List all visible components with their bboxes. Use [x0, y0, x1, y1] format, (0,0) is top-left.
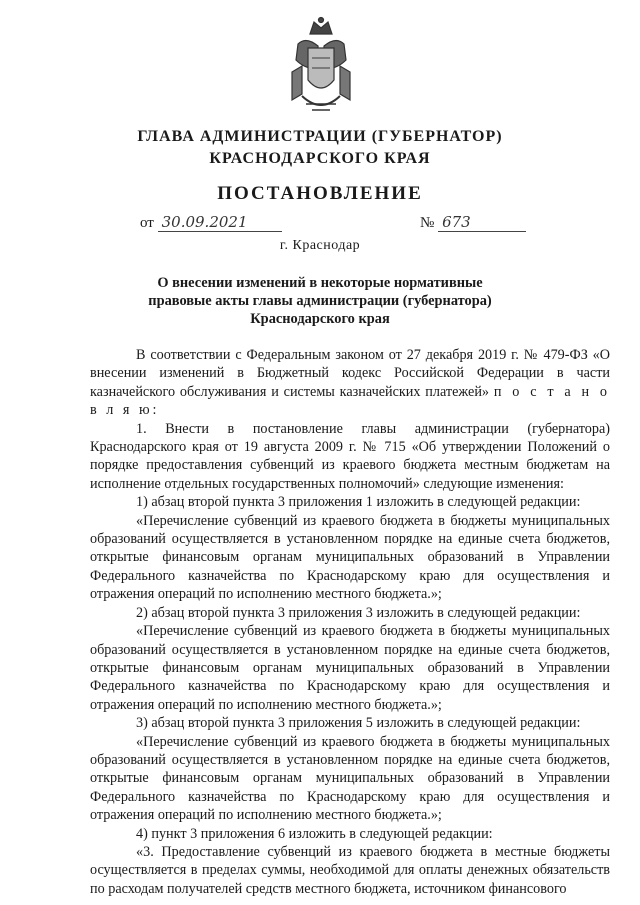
number-prefix: №: [420, 215, 435, 231]
document-type: ПОСТАНОВЛЕНИЕ: [217, 183, 423, 204]
body-paragraph: «Перечисление субвенций из краевого бюджета в бюджеты муниципальных образований осуществляется в установленном порядке на единые счета бюджетов, открытые финансовым органам муниципальных образований в Управлении Федерального казначейства по Краснодарскому краю для осуществления и отражения операций по исполнению местного бюджета.»;: [90, 623, 610, 713]
title-line2: правовые акты главы администрации (губернатора): [148, 293, 492, 309]
body-paragraph: 3) абзац второй пункта 3 приложения 5 изложить в следующей редакции:: [136, 715, 581, 732]
body-paragraph: В соответствии с Федеральным законом от 27 декабря 2019 г. № 479-ФЗ «О внесении изменений в Бюджетный кодекс Российской Федерации в части казначейского обслуживания и системы казначейских платежей» п о с т а н о в л я ю:: [90, 347, 611, 419]
title-line1: О внесении изменений в некоторые нормативные: [157, 275, 483, 291]
body-paragraph: «3. Предоставление субвенций из краевого бюджета в местные бюджеты осуществляется в пределах суммы, необходимой для оплаты денежных обязательств по расходам получателей средств местного бюджета, источником финансового: [90, 843, 610, 897]
body-paragraph: 4) пункт 3 приложения 6 изложить в следующей редакции:: [136, 825, 493, 842]
handwritten-date: 30.09.2021: [158, 213, 282, 232]
title-line3: Краснодарского края: [250, 311, 390, 327]
body-paragraph: 1) абзац второй пункта 3 приложения 1 изложить в следующей редакции:: [136, 494, 581, 511]
body-paragraph: 2) абзац второй пункта 3 приложения 3 изложить в следующей редакции:: [136, 604, 581, 621]
document-title: [120, 274, 520, 328]
handwritten-number: 673: [438, 213, 526, 232]
body-paragraph: «Перечисление субвенций из краевого бюджета в бюджеты муниципальных образований осуществляется в установленном порядке на единые счета бюджетов, открытые финансовым органам муниципальных образований в Управлении Федерального казначейства по Краснодарскому краю для осуществления и отражения операций по исполнению местного бюджета.»;: [90, 733, 610, 824]
document-body: [90, 346, 610, 898]
date-prefix: от: [140, 215, 154, 231]
decree-keyword: п о с т а н о в л я ю:: [90, 383, 611, 419]
body-paragraph: 1. Внести в постановление главы администрации (губернатора) Краснодарского края от 19 августа 2009 г. № 715 «Об утверждении Положений о порядке предоставления субвенций из краевого бюджета местным бюджетам на исполнение отдельных государственных полномочий» следующие изменения:: [90, 420, 610, 492]
authority-title-line2: КРАСНОДАРСКОГО КРАЯ: [209, 150, 431, 167]
authority-title-line1: ГЛАВА АДМИНИСТРАЦИИ (ГУБЕРНАТОР): [137, 128, 503, 145]
body-paragraph: «Перечисление субвенций из краевого бюджета в бюджеты муниципальных образований осуществляется в установленном порядке на единые счета бюджетов, открытые финансовым органам муниципальных образований в Управлении Федерального казначейства по Краснодарскому краю для осуществления и отражения операций по исполнению местного бюджета.»;: [90, 512, 610, 603]
date-field: [140, 213, 282, 232]
coat-of-arms-emblem: [288, 14, 354, 122]
number-field: [420, 213, 526, 232]
city-line: г. Краснодар: [279, 238, 361, 253]
